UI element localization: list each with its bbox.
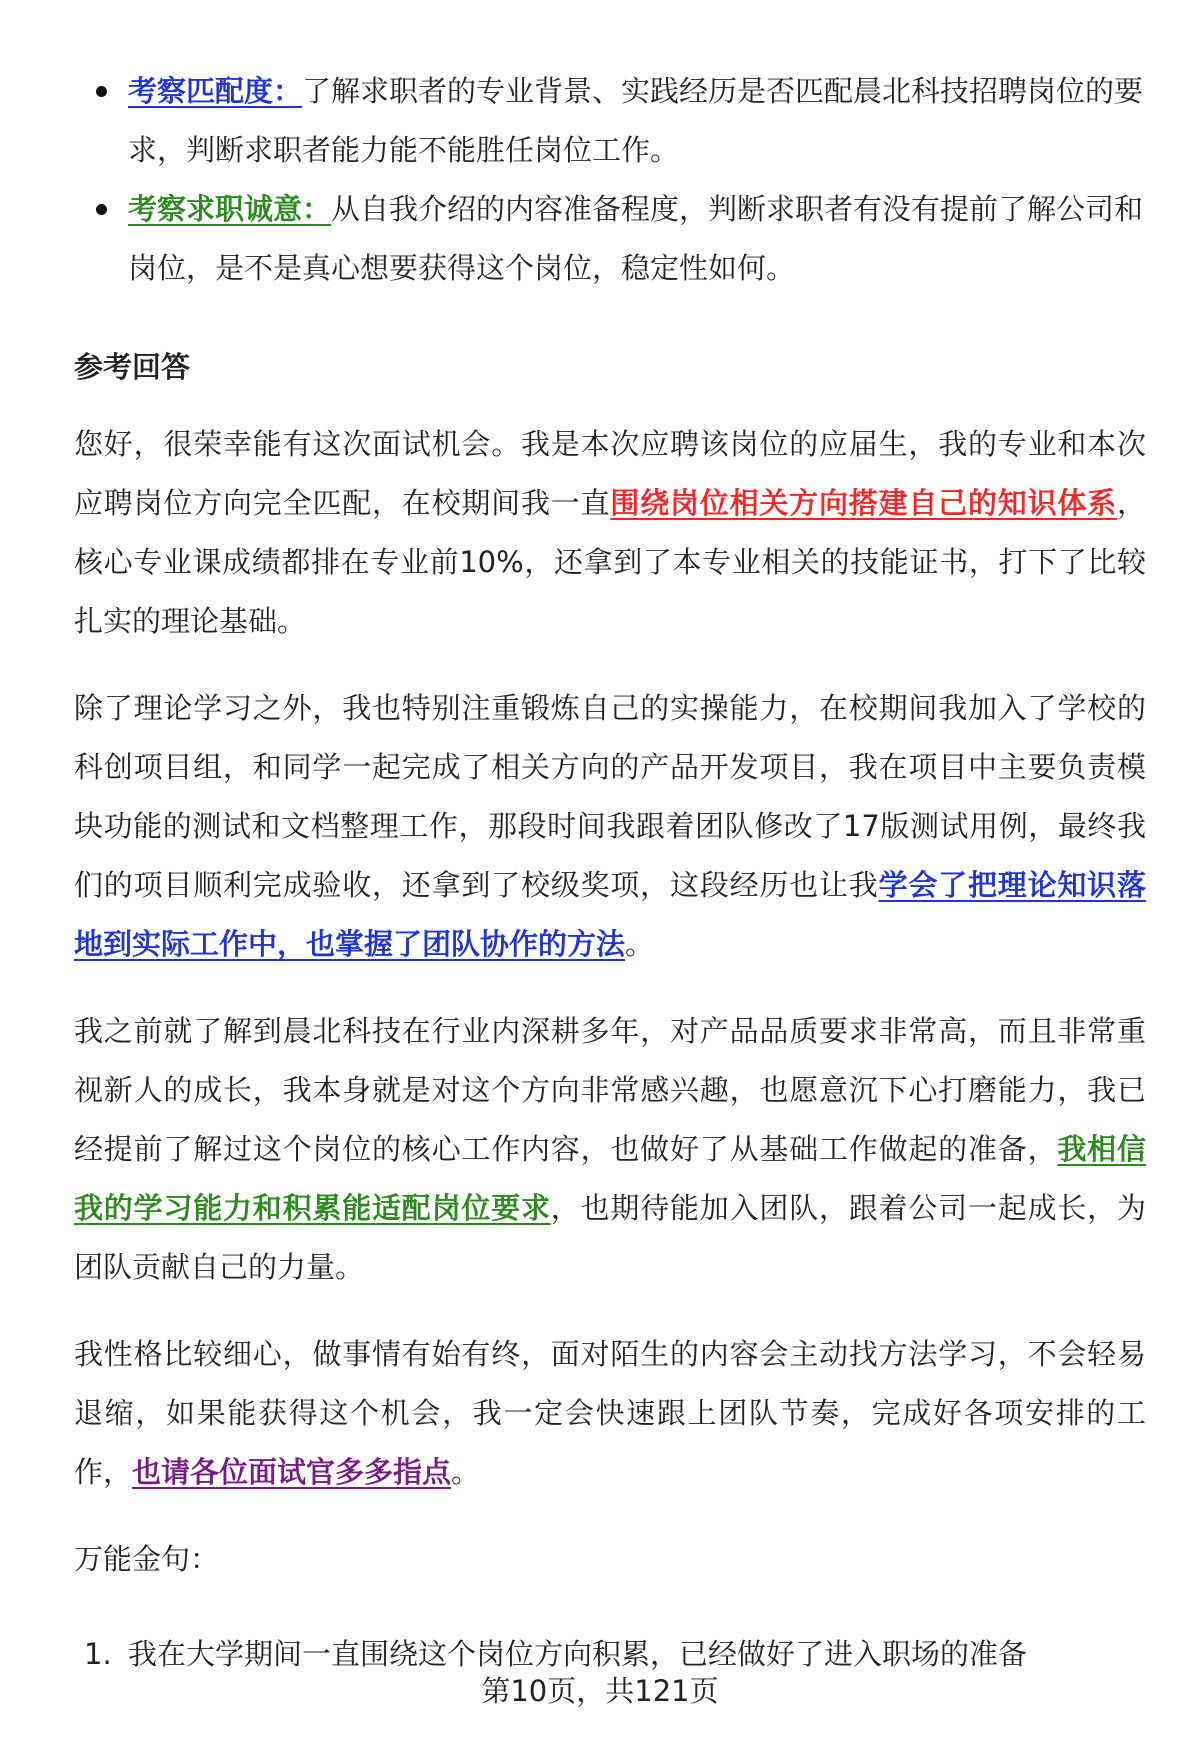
- criteria-label-sincerity: 考察求职诚意：: [128, 192, 332, 226]
- paragraph-text: 我性格比较细心，做事情有始有终，面对陌生的内容会主动找方法学习，不会轻易退缩，如果能获得这个机会，我一定会快速跟上团队节奏，完成好各项安排的工作，: [74, 1337, 1146, 1489]
- answer-paragraph-4: [74, 1325, 1146, 1502]
- paragraph-text: ，核心专业课成绩都排在专业前10%，还拿到了本专业相关的技能证书，打下了比较扎实的理论基础。: [74, 486, 1146, 638]
- list-item: [74, 180, 1146, 298]
- answer-paragraph-1: [74, 415, 1146, 651]
- criteria-text-match: 了解求职者的专业背景、实践经历是否匹配晨北科技招聘岗位的要求，判断求职者能力能不能胜任岗位工作。: [128, 74, 1144, 167]
- bullet-dot-icon: [96, 204, 107, 215]
- highlight-request: 也请各位面试官多多指点: [132, 1455, 452, 1489]
- paragraph-text: ，也期待能加入团队，跟着公司一起成长，为团队贡献自己的力量。: [74, 1191, 1146, 1284]
- section-heading: 参考回答: [74, 350, 191, 384]
- paragraph-text: 您好，很荣幸能有这次面试机会。我是本次应聘该岗位的应届生，我的专业和本次应聘岗位方向完全匹配，在校期间我一直: [74, 427, 1146, 520]
- document-body: [74, 62, 1146, 1684]
- list-number: 1.: [84, 1637, 112, 1671]
- golden-sentence-label: 万能金句：: [74, 1542, 220, 1576]
- paragraph-text: 除了理论学习之外，我也特别注重锻炼自己的实操能力，在校期间我加入了学校的科创项目组，和同学一起完成了相关方向的产品开发项目，我在项目中主要负责模块功能的测试和文档整理工作，那段时间我跟着团队修改了17版测试用例，最终我们的项目顺利完成验收，还拿到了校级奖项，这段经历也让我: [74, 691, 1146, 902]
- criteria-text-sincerity: 从自我介绍的内容准备程度，判断求职者有没有提前了解公司和岗位，是不是真心想要获得这个岗位，稳定性如何。: [128, 192, 1144, 285]
- paragraph-text: 。: [451, 1455, 481, 1489]
- answer-paragraph-3: [74, 1002, 1146, 1297]
- page-footer: 第10页，共121页: [481, 1674, 719, 1708]
- criteria-label-match: 考察匹配度：: [128, 74, 303, 108]
- highlight-knowledge-system: 围绕岗位相关方向搭建自己的知识体系: [610, 486, 1117, 520]
- paragraph-text: 我之前就了解到晨北科技在行业内深耕多年，对产品品质要求非常高，而且非常重视新人的成长，我本身就是对这个方向非常感兴趣，也愿意沉下心打磨能力，我已经提前了解过这个岗位的核心工作内容，也做好了从基础工作做起的准备，: [74, 1014, 1146, 1166]
- list-item-text: 我在大学期间一直围绕这个岗位方向积累，已经做好了进入职场的准备: [128, 1637, 1028, 1671]
- highlight-practice: 学会了把理论知识落地到实际工作中，也掌握了团队协作的方法: [74, 868, 1146, 961]
- criteria-list: [74, 62, 1146, 298]
- bullet-dot-icon: [96, 86, 107, 97]
- paragraph-text: 。: [625, 927, 655, 961]
- list-item: [74, 62, 1146, 180]
- highlight-ability: 我相信我的学习能力和积累能适配岗位要求: [74, 1132, 1146, 1225]
- answer-paragraph-2: [74, 679, 1146, 974]
